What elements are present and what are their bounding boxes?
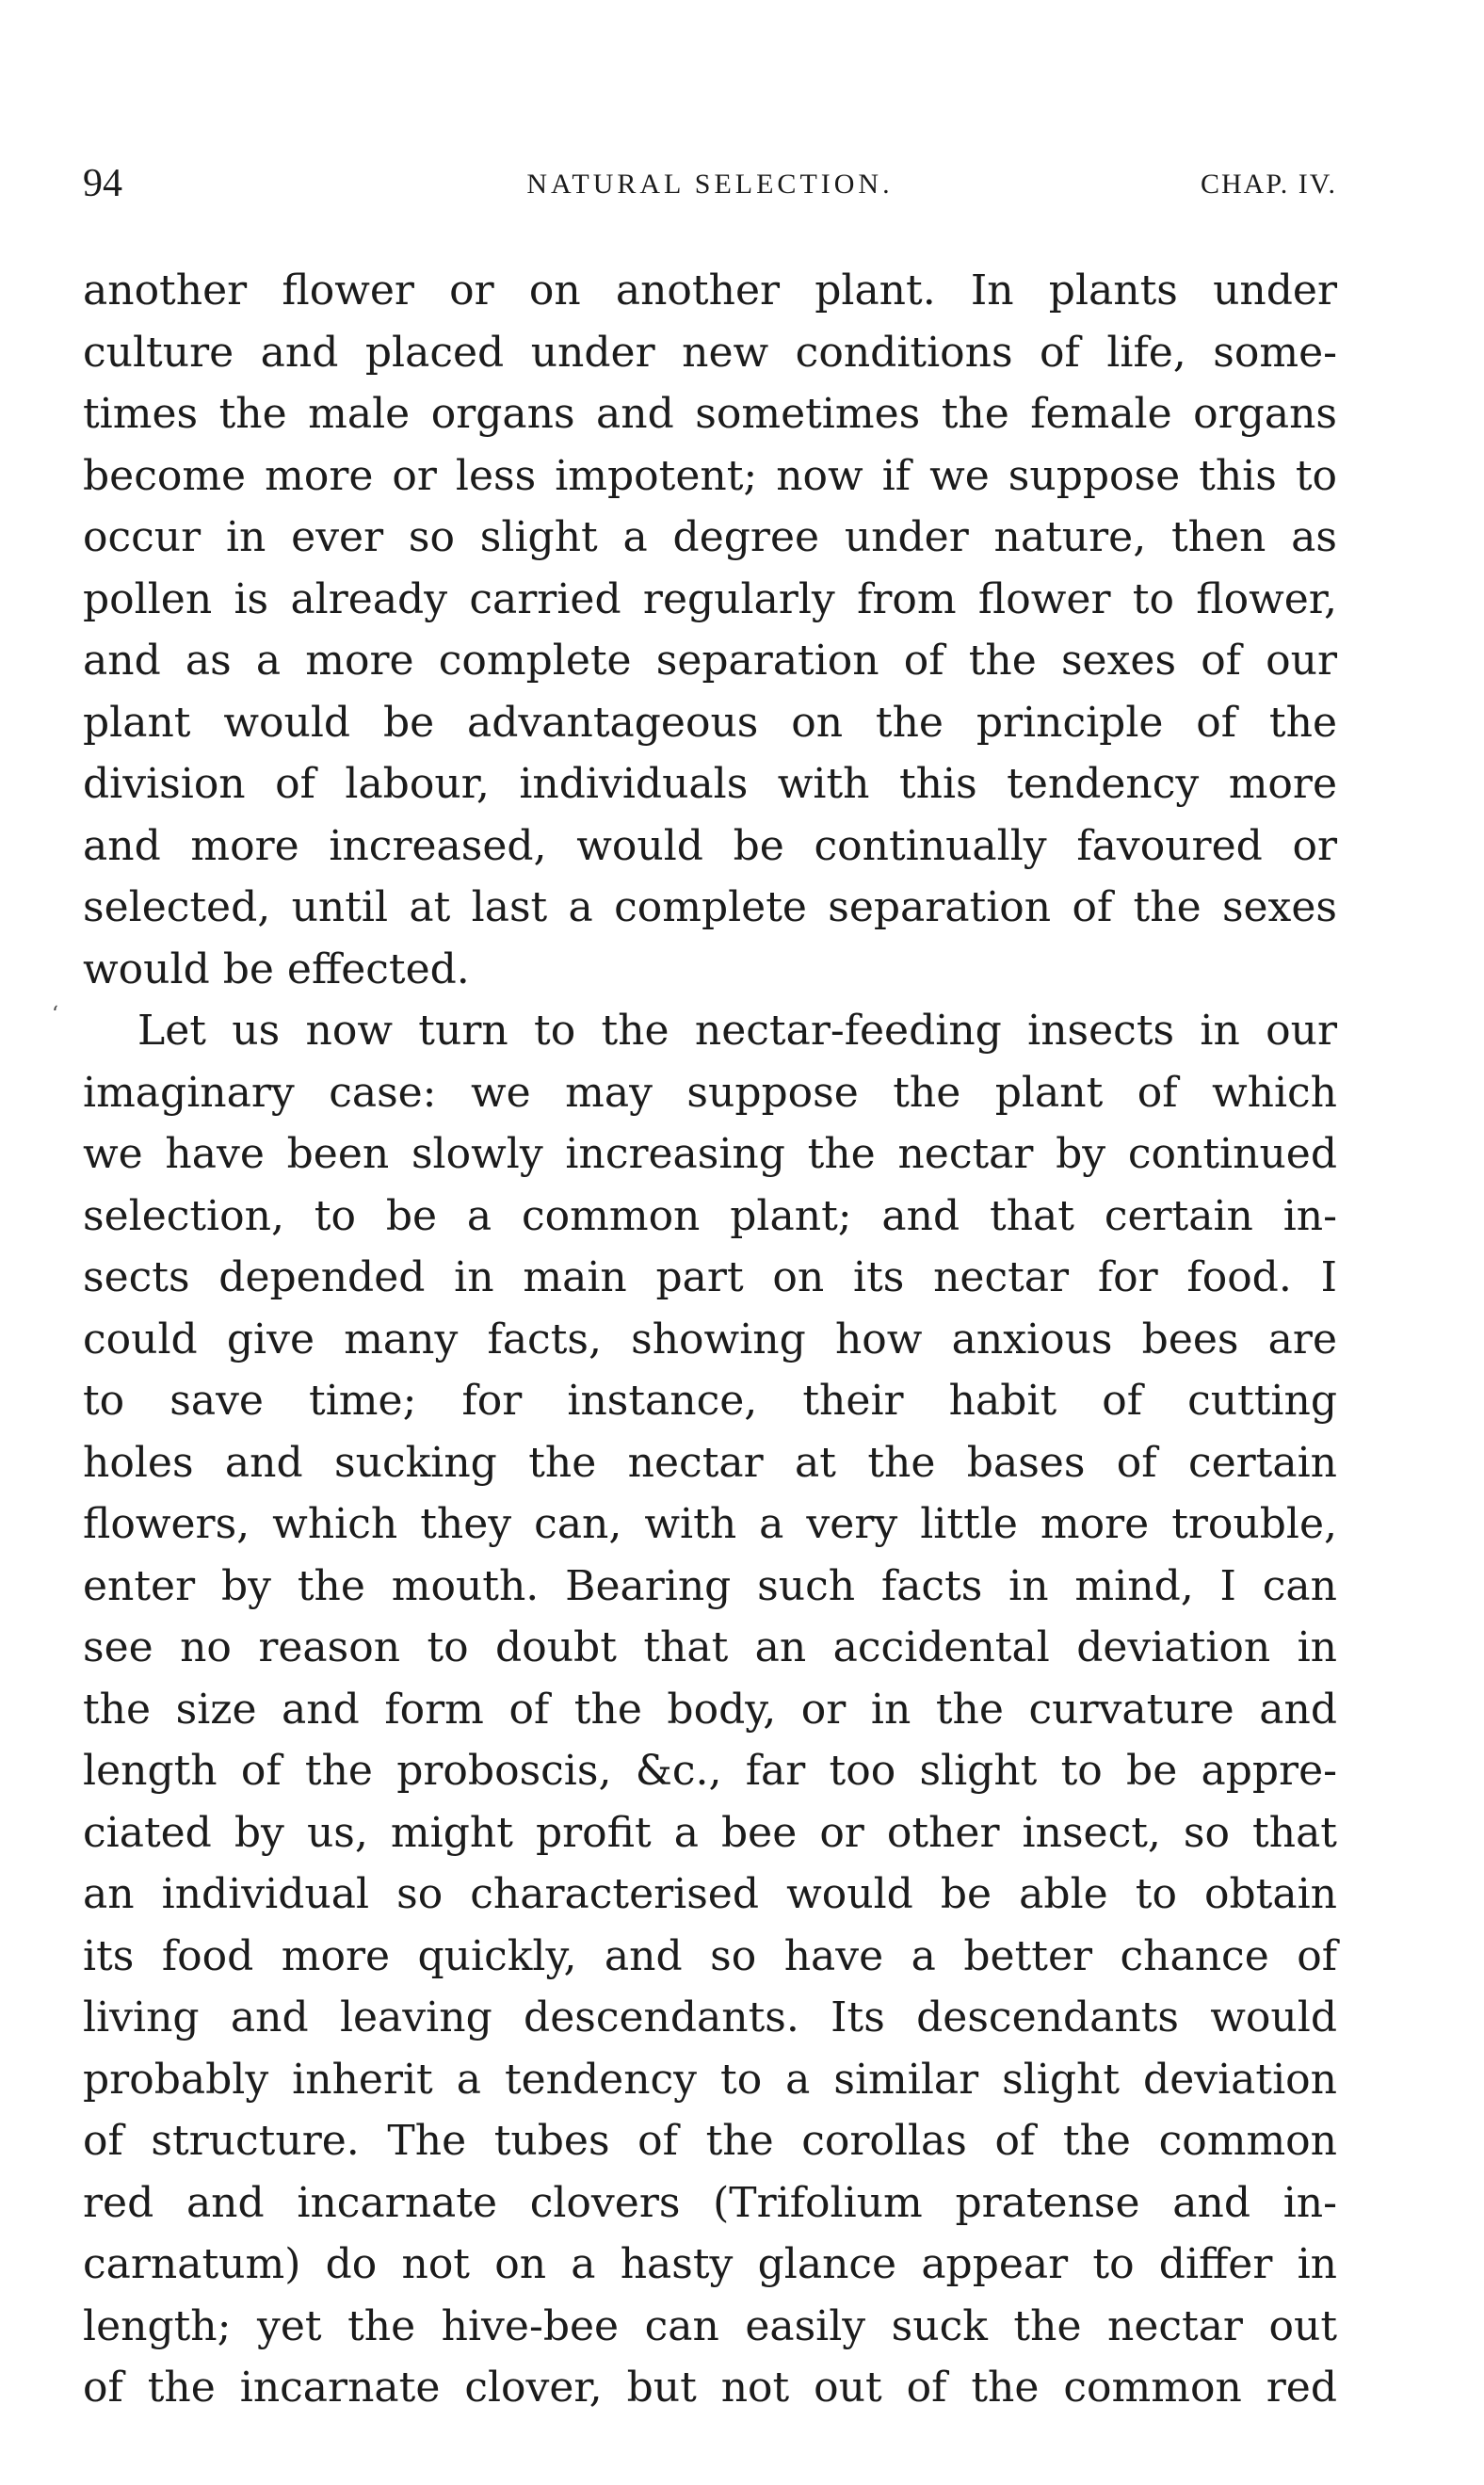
text-line: culture and placed under new conditions of life, some-	[83, 328, 1337, 377]
text-line: selection, to be a common plant; and that certain in-	[83, 1191, 1337, 1240]
text-line: to save time; for instance, their habit of cutting	[83, 1377, 1337, 1425]
text-line: sects depended in main part on its nectar for food. I	[83, 1253, 1337, 1301]
text-line: and more increased, would be continually favoured or	[83, 821, 1337, 870]
text-line: holes and sucking the nectar at the bases of certain	[83, 1438, 1337, 1487]
running-head	[83, 160, 1337, 207]
paragraph-2	[83, 1000, 1337, 2419]
text-line: become more or less impotent; now if we suppose this to	[83, 451, 1337, 500]
text-line: red and incarnate clovers (Trifolium pratense and in-	[83, 2178, 1337, 2227]
text-line: of the incarnate clover, but not out of the common red	[83, 2364, 1337, 2412]
text-line: of structure. The tubes of the corollas of the common	[83, 2117, 1337, 2165]
text-line: an individual so characterised would be able to obtain	[83, 1870, 1337, 1918]
text-line: would be effected.	[83, 944, 470, 993]
text-line: enter by the mouth. Bearing such facts in mind, I can	[83, 1561, 1337, 1610]
body-text	[83, 260, 1337, 2419]
running-title: NATURAL SELECTION.	[526, 169, 894, 200]
text-line: and as a more complete separation of the sexes of our	[83, 637, 1337, 685]
text-line: its food more quickly, and so have a better chance of	[83, 1931, 1337, 1980]
text-line: selected, until at last a complete separation of the sexes	[83, 883, 1337, 931]
text-line: living and leaving descendants. Its descendants would	[83, 1993, 1337, 2041]
text-line: division of labour, individuals with this tendency more	[83, 760, 1337, 808]
text-line: occur in ever so slight a degree under nature, then as	[83, 513, 1337, 561]
text-line: flowers, which they can, with a very little more trouble,	[83, 1500, 1337, 1548]
text-line: carnatum) do not on a hasty glance appear to differ in	[83, 2240, 1337, 2288]
text-line: we have been slowly increasing the nectar by continued	[83, 1130, 1337, 1178]
text-line: plant would be advantageous on the principle of the	[83, 698, 1337, 747]
text-line: could give many facts, showing how anxious bees are	[83, 1315, 1337, 1364]
text-line: see no reason to doubt that an accidental deviation in	[83, 1623, 1337, 1671]
text-line: pollen is already carried regularly from flower to flower,	[83, 574, 1337, 623]
text-line: length; yet the hive-bee can easily suck the nectar out	[83, 2301, 1337, 2350]
text-line: ciated by us, might profit a bee or other insect, so that	[83, 1808, 1337, 1857]
page-number: 94	[83, 162, 122, 205]
text-line: length of the proboscis, &c., far too slight to be appre-	[83, 1747, 1337, 1795]
text-line: times the male organs and sometimes the female organs	[83, 390, 1337, 438]
text-line: probably inherit a tendency to a similar slight deviation	[83, 2055, 1337, 2104]
margin-mark: ‘	[52, 1003, 58, 1026]
text-line: the size and form of the body, or in the curvature and	[83, 1685, 1337, 1734]
text-line: another flower or on another plant. In plants under	[83, 266, 1337, 315]
text-line: Let us now turn to the nectar-feeding insects in our	[137, 1007, 1337, 1055]
paragraph-1	[83, 260, 1337, 1000]
chapter-label: CHAP. IV.	[1201, 169, 1337, 200]
text-line: imaginary case: we may suppose the plant of which	[83, 1068, 1337, 1117]
